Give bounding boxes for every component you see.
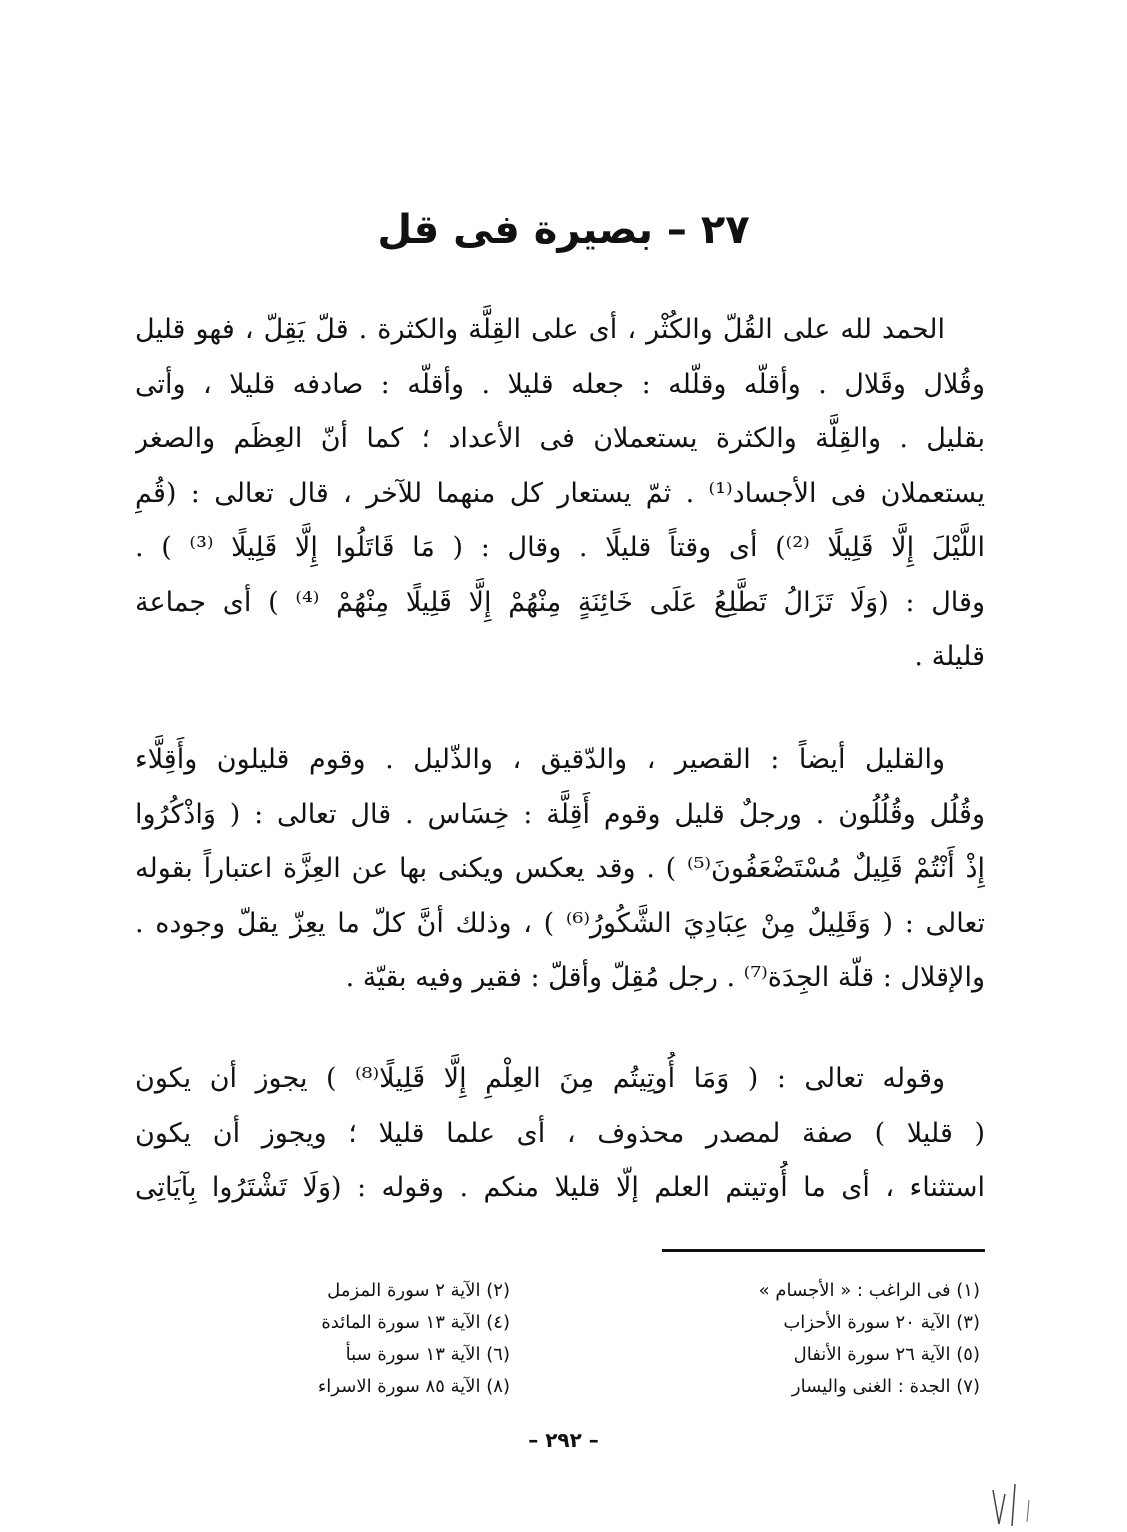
handwritten-margin-mark-icon — [985, 1480, 1045, 1530]
text-line: وقُلُل وقُلُلُون . ورجلٌ قليل وقوم أَقِلَّة : خِسَاس . قال تعالى : ( وَاذْكُرُوا — [135, 798, 985, 830]
footnotes-left-column — [210, 1275, 510, 1403]
footnote-item: (٨) الآية ٨٥ سورة الاسراء — [317, 1376, 510, 1397]
footnote-item: (٢) الآية ٢ سورة المزمل — [327, 1280, 510, 1301]
footnotes — [250, 1275, 980, 1405]
text-line: تعالى : ( وَقَلِيلٌ مِنْ عِبَادِيَ الشَّكُورُ⁽⁶⁾ ) ، وذلك أنَّ كلّ ما يعِزّ يقلّ وجوده . — [135, 907, 985, 939]
footnote-item: (٥) الآية ٢٦ سورة الأنفال — [793, 1344, 980, 1365]
footnotes-right-column — [680, 1275, 980, 1403]
footnote-divider — [662, 1249, 985, 1252]
text-line: الحمد لله على القُلّ والكُثْر ، أى على القِلَّة والكثرة . قلّ يَقِلّ ، فهو قليل — [135, 314, 945, 345]
text-line: وقال : (وَلَا تَزَالُ تَطَّلِعُ عَلَى خَائِنَةٍ مِنْهُمْ إِلَّا قَلِيلًا مِنْهُمْ ⁽⁴⁾ ) أى جماعة — [135, 586, 985, 618]
paragraph-2 — [135, 733, 985, 1006]
text-line: وقوله تعالى : ( وَمَا أُوتِيتُم مِنَ العِلْمِ إِلَّا قَلِيلًا⁽⁸⁾ ) يجوز أن يكون — [135, 1063, 945, 1094]
paragraph-1 — [135, 303, 985, 685]
text-line: والإقلال : قلّة الجِدَة⁽⁷⁾ . رجل مُقِلّ وأقلّ : فقير وفيه بقيّة . — [345, 962, 985, 993]
text-line: اللَّيْلَ إِلَّا قَلِيلًا ⁽²⁾) أى وقتاً قليلًا . وقال : ( مَا قَاتَلُوا إِلَّا قَلِيلًا ⁽³⁾ ) . — [135, 532, 985, 563]
text-line: بقليل . والقِلَّة والكثرة يستعملان فى الأعداد ؛ كما أنّ العِظَم والصغر — [135, 423, 985, 454]
chapter-title: ٢٧ – بصيرة فى قل — [377, 207, 750, 253]
paragraph-3 — [135, 1052, 985, 1216]
text-line: يستعملان فى الأجساد⁽¹⁾ . ثمّ يستعار كل منهما للآخر ، قال تعالى : (قُمِ — [135, 477, 985, 509]
text-line: قليلة . — [914, 641, 985, 672]
footnote-item: (٣) الآية ٢٠ سورة الأحزاب — [783, 1312, 980, 1333]
text-line: إِذْ أَنْتُمْ قَلِيلٌ مُسْتَضْعَفُونَ⁽⁵⁾ ) . وقد يعكس ويكنى بها عن العِزَّة اعتباراً بقوله — [135, 853, 985, 884]
footnote-item: (٤) الآية ١٣ سورة المائدة — [321, 1312, 510, 1333]
footnote-item: (٦) الآية ١٣ سورة سبأ — [345, 1344, 510, 1365]
page-number: – ٢٩٢ – — [528, 1428, 599, 1452]
text-line: والقليل أيضاً : القصير ، والدّقيق ، والذّليل . وقوم قليلون وأَقِلَّاء — [135, 744, 945, 775]
text-line: ( قليلا ) صفة لمصدر محذوف ، أى علما قليلا ؛ ويجوز أن يكون — [135, 1117, 985, 1149]
footnote-item: (١) فى الراغب : « الأجسام » — [758, 1280, 980, 1301]
text-line: استثناء ، أى ما أُوتيتم العلم إلّا قليلا منكم . وقوله : (وَلَا تَشْتَرُوا بِآيَاتِى — [135, 1172, 985, 1203]
text-line: وقُلال وقَلال . وأقلّه وقلّله : جعله قليلا . وأقلّه : صادفه قليلا ، وأتى — [135, 368, 985, 400]
footnote-item: (٧) الجدة : الغنى واليسار — [791, 1376, 980, 1397]
